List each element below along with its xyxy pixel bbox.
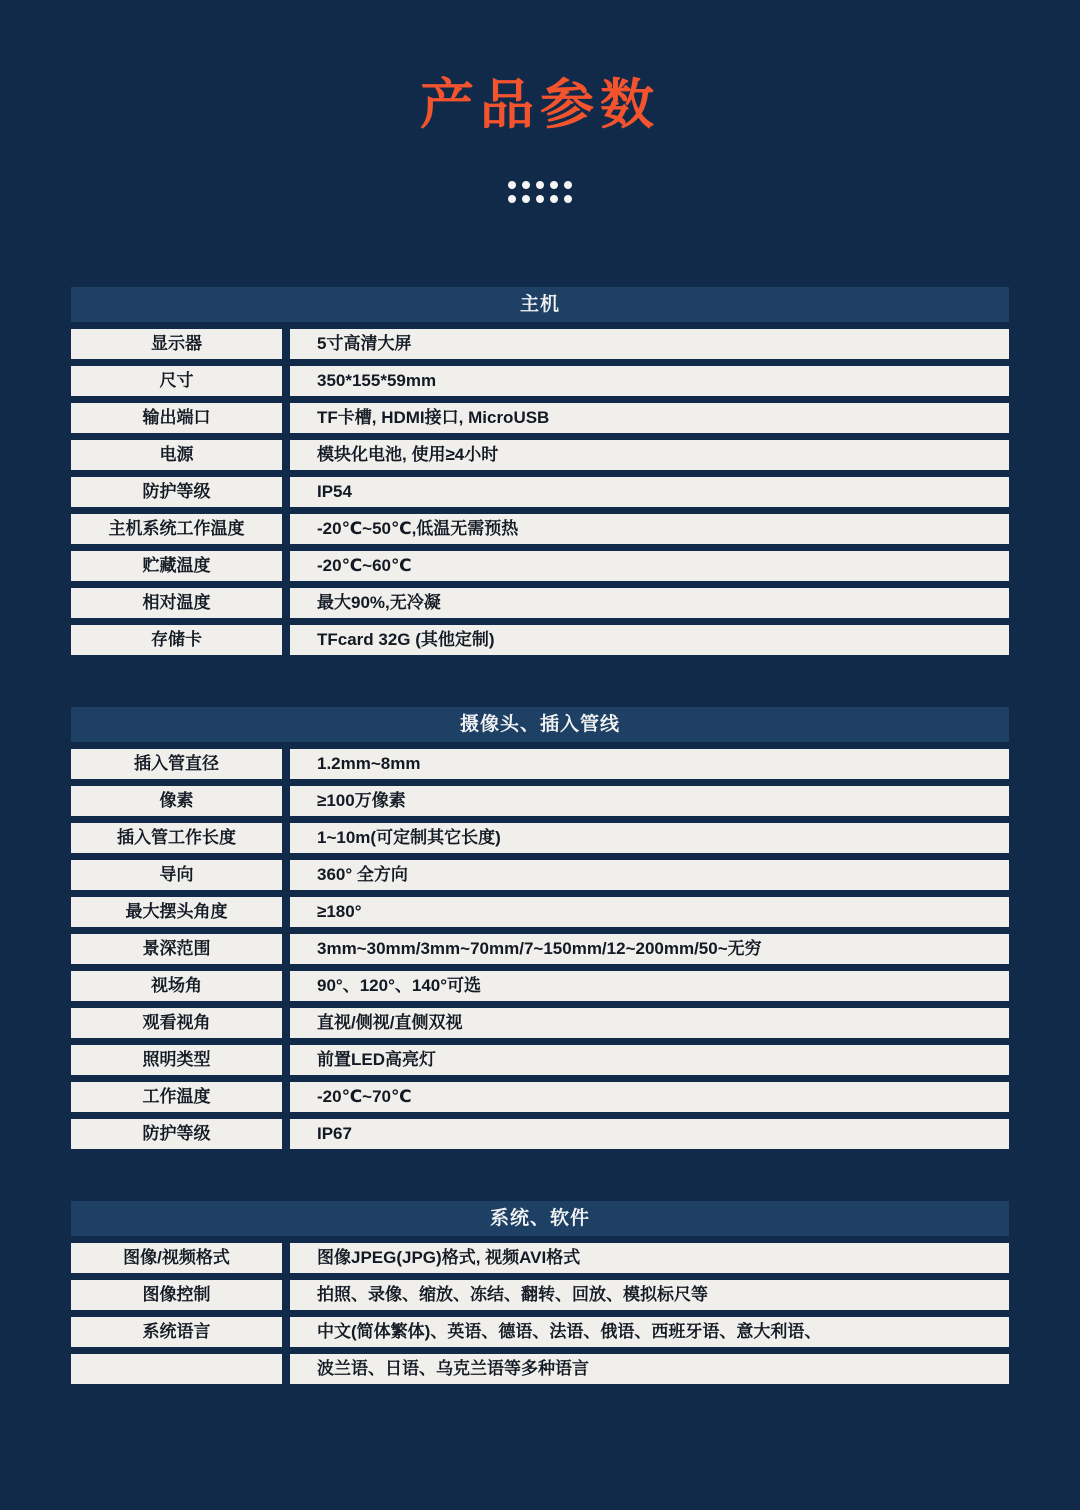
row-value: 前置LED高亮灯 (290, 1045, 1009, 1075)
dots-decoration (508, 181, 572, 203)
row-label: 主机系统工作温度 (71, 514, 282, 544)
dot-icon (536, 195, 544, 203)
dot-icon (536, 181, 544, 189)
table-row (71, 1008, 1009, 1038)
table-row (71, 366, 1009, 396)
row-value: -20℃~60℃ (290, 551, 1009, 581)
row-value: -20℃~70℃ (290, 1082, 1009, 1112)
dot-icon (550, 195, 558, 203)
table-row (71, 934, 1009, 964)
table-row (71, 477, 1009, 507)
table-row (71, 551, 1009, 581)
row-value: 360° 全方向 (290, 860, 1009, 890)
row-label: 系统语言 (71, 1317, 282, 1347)
table-row (71, 514, 1009, 544)
row-label: 存储卡 (71, 625, 282, 655)
dot-icon (564, 195, 572, 203)
table-row (71, 1045, 1009, 1075)
row-label: 防护等级 (71, 477, 282, 507)
row-value: IP54 (290, 477, 1009, 507)
row-label: 景深范围 (71, 934, 282, 964)
spec-tables (71, 203, 1009, 1384)
dot-icon (550, 181, 558, 189)
page-title: 产品参数 (420, 75, 660, 135)
row-label: 相对温度 (71, 588, 282, 618)
table-row (71, 971, 1009, 1001)
row-label: 显示器 (71, 329, 282, 359)
table-header: 摄像头、插入管线 (71, 707, 1009, 742)
table-row (71, 1317, 1009, 1347)
table-row (71, 860, 1009, 890)
table-header: 系统、软件 (71, 1201, 1009, 1236)
dot-icon (522, 195, 530, 203)
dot-icon (508, 195, 516, 203)
table-row (71, 440, 1009, 470)
row-value: IP67 (290, 1119, 1009, 1149)
row-value: 3mm~30mm/3mm~70mm/7~150mm/12~200mm/50~无穷 (290, 934, 1009, 964)
table-row (71, 329, 1009, 359)
dot-icon (508, 181, 516, 189)
table-row (71, 1354, 1009, 1384)
row-label: 尺寸 (71, 366, 282, 396)
row-label: 工作温度 (71, 1082, 282, 1112)
row-label: 照明类型 (71, 1045, 282, 1075)
row-label: 像素 (71, 786, 282, 816)
row-label (71, 1354, 282, 1384)
row-value: ≥100万像素 (290, 786, 1009, 816)
table-row (71, 1243, 1009, 1273)
table-row (71, 823, 1009, 853)
table-header: 主机 (71, 287, 1009, 322)
row-value: TF卡槽, HDMI接口, MicroUSB (290, 403, 1009, 433)
row-value: -20℃~50℃,低温无需预热 (290, 514, 1009, 544)
row-label: 图像/视频格式 (71, 1243, 282, 1273)
spec-table (71, 287, 1009, 655)
table-row (71, 588, 1009, 618)
row-value: 90°、120°、140°可选 (290, 971, 1009, 1001)
spec-table (71, 707, 1009, 1149)
dot-icon (564, 181, 572, 189)
table-row (71, 749, 1009, 779)
row-value: ≥180° (290, 897, 1009, 927)
spec-table (71, 1201, 1009, 1384)
row-label: 插入管工作长度 (71, 823, 282, 853)
table-row (71, 403, 1009, 433)
row-value: 拍照、录像、缩放、冻结、翻转、回放、模拟标尺等 (290, 1280, 1009, 1310)
table-row (71, 1280, 1009, 1310)
row-label: 观看视角 (71, 1008, 282, 1038)
row-label: 导向 (71, 860, 282, 890)
row-value: 中文(简体繁体)、英语、德语、法语、俄语、西班牙语、意大利语、 (290, 1317, 1009, 1347)
row-value: 1~10m(可定制其它长度) (290, 823, 1009, 853)
row-label: 最大摆头角度 (71, 897, 282, 927)
row-label: 贮藏温度 (71, 551, 282, 581)
row-value: 350*155*59mm (290, 366, 1009, 396)
row-value: 模块化电池, 使用≥4小时 (290, 440, 1009, 470)
dot-icon (522, 181, 530, 189)
row-label: 防护等级 (71, 1119, 282, 1149)
row-label: 插入管直径 (71, 749, 282, 779)
table-row (71, 897, 1009, 927)
row-label: 电源 (71, 440, 282, 470)
row-value: 波兰语、日语、乌克兰语等多种语言 (290, 1354, 1009, 1384)
table-row (71, 1119, 1009, 1149)
row-value: 5寸高清大屏 (290, 329, 1009, 359)
row-label: 图像控制 (71, 1280, 282, 1310)
row-value: 直视/侧视/直侧双视 (290, 1008, 1009, 1038)
row-value: TFcard 32G (其他定制) (290, 625, 1009, 655)
row-label: 视场角 (71, 971, 282, 1001)
row-value: 最大90%,无冷凝 (290, 588, 1009, 618)
row-value: 1.2mm~8mm (290, 749, 1009, 779)
row-label: 输出端口 (71, 403, 282, 433)
table-row (71, 786, 1009, 816)
table-row (71, 1082, 1009, 1112)
row-value: 图像JPEG(JPG)格式, 视频AVI格式 (290, 1243, 1009, 1273)
table-row (71, 625, 1009, 655)
